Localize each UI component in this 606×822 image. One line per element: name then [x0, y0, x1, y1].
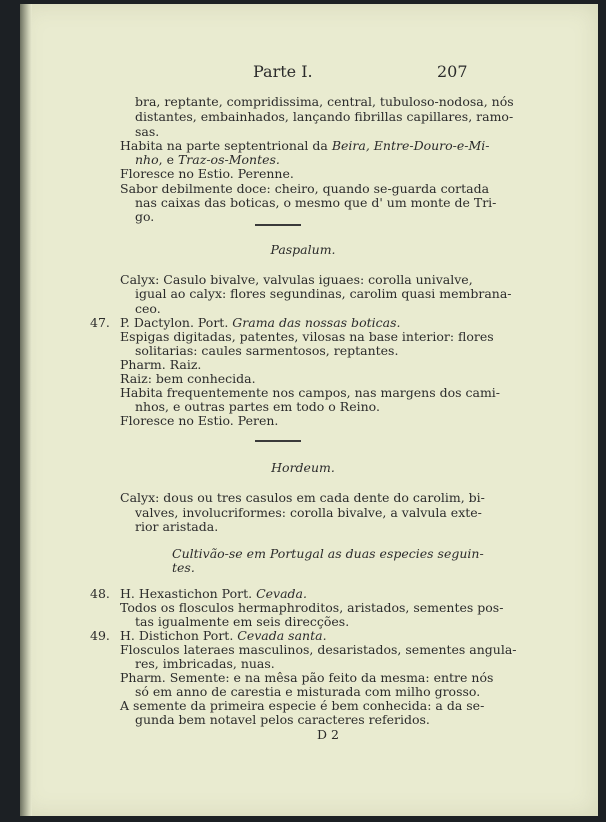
species-number-49: 49. — [90, 628, 110, 643]
text-segment: igual ao calyx: flores segundinas, carolim quasi membrana- — [135, 286, 512, 301]
subtitle-line-2: tes. — [172, 560, 195, 575]
text-segment: , e — [158, 152, 178, 167]
text-segment: gunda bem notavel pelos caracteres referidos. — [135, 712, 430, 727]
text-segment: Calyx: Casulo bivalve, valvulas iguaes: corolla univalve, — [120, 272, 473, 287]
section-divider — [255, 440, 301, 442]
text-segment: Flosculos lateraes masculinos, desaristados, sementes angula- — [120, 642, 517, 657]
text-line — [135, 399, 380, 414]
text-line — [135, 656, 275, 671]
text-line — [135, 195, 496, 210]
text-line — [120, 371, 256, 386]
species-number-47: 47. — [90, 315, 110, 330]
italic-segment: Traz-os-Montes. — [177, 152, 280, 167]
text-segment: nhos, e outras partes em todo o Reino. — [135, 399, 380, 414]
text-line — [120, 490, 485, 505]
text-segment: tas igualmente em seis direcções. — [135, 614, 350, 629]
text-line — [120, 357, 201, 372]
page-gutter — [20, 4, 32, 816]
text-line — [120, 413, 278, 428]
text-segment: Calyx: dous ou tres casulos em cada dente do carolim, bi- — [120, 490, 485, 505]
species-name-48: H. Hexastichon Port. — [120, 586, 257, 601]
text-line — [135, 519, 218, 534]
section-title-paspalum: Paspalum. — [270, 242, 336, 257]
text-segment: nas caixas das boticas, o mesmo que d' um monte de Tri- — [135, 195, 497, 210]
text-segment: A semente da primeira especie é bem conhecida: a da se- — [120, 698, 485, 713]
text-line — [135, 712, 430, 727]
text-line — [120, 642, 517, 657]
text-segment: ceo. — [135, 301, 161, 316]
text-segment: Pharm. Raiz. — [120, 357, 202, 372]
text-segment: Raiz: bem conhecida. — [120, 371, 256, 386]
text-line — [135, 343, 398, 358]
italic-segment: nho — [135, 152, 159, 167]
species-name-49: H. Distichon Port. — [120, 628, 238, 643]
section-title-hordeum: Hordeum. — [271, 460, 335, 475]
text-line — [135, 124, 159, 139]
text-line — [120, 272, 473, 287]
text-segment: rior aristada. — [135, 519, 219, 534]
italic-segment: Beira, Entre-Douro-e-Mi- — [331, 138, 490, 153]
text-segment: res, imbricadas, nuas. — [135, 656, 275, 671]
text-segment: solitarias: caules sarmentosos, reptantes. — [135, 343, 399, 358]
text-line — [135, 301, 161, 316]
species-common-48: Cevada. — [256, 586, 307, 601]
species-entry-47 — [120, 315, 400, 330]
text-line — [135, 684, 480, 699]
text-line — [135, 286, 512, 301]
text-line — [120, 138, 490, 153]
text-segment: Pharm. Semente: e na mêsa pão feito da mesma: entre nós — [120, 670, 494, 685]
species-common-47: Grama das nossas boticas. — [232, 315, 401, 330]
text-line — [135, 94, 514, 109]
text-line — [135, 505, 482, 520]
text-line — [120, 385, 500, 400]
section-divider — [255, 224, 301, 226]
page-number: 207 — [437, 62, 468, 81]
text-segment: só em anno de carestia e misturada com milho grosso. — [135, 684, 481, 699]
text-line — [120, 698, 484, 713]
text-segment: Sabor debilmente doce: cheiro, quando se-guarda cortada — [120, 181, 490, 196]
text-segment: distantes, embainhados, lançando fibrillas capillares, ramo- — [135, 109, 514, 124]
text-segment: valves, involucriformes: corolla bivalve, a valvula exte- — [135, 505, 482, 520]
text-line — [120, 166, 294, 181]
text-line — [120, 181, 489, 196]
text-segment: Todos os flosculos hermaphroditos, aristados, sementes pos- — [120, 600, 504, 615]
text-segment: bra, reptante, compridissima, central, tubuloso-nodosa, nós — [135, 94, 514, 109]
text-segment: Habita frequentemente nos campos, nas margens dos cami- — [120, 385, 501, 400]
text-segment: Floresce no Estio. Perenne. — [120, 166, 294, 181]
text-segment: go. — [135, 209, 155, 224]
text-line — [120, 600, 503, 615]
text-segment: Habita na parte septentrional da — [120, 138, 332, 153]
species-entry-48 — [120, 586, 307, 601]
text-line — [120, 329, 494, 344]
species-common-49: Cevada santa. — [237, 628, 327, 643]
species-entry-49 — [120, 628, 327, 643]
text-line — [135, 109, 513, 124]
text-segment: Espigas digitadas, patentes, vilosas na base interior: flores — [120, 329, 494, 344]
species-number-48: 48. — [90, 586, 110, 601]
subtitle-line-1: Cultivão-se em Portugal as duas especies seguin- — [172, 546, 484, 561]
text-line — [135, 614, 349, 629]
signature-mark: D 2 — [317, 727, 339, 742]
text-line — [135, 209, 154, 224]
text-segment: sas. — [135, 124, 160, 139]
text-line — [120, 670, 493, 685]
running-header: Parte I. — [253, 62, 313, 81]
text-segment: Floresce no Estio. Peren. — [120, 413, 279, 428]
text-line — [135, 152, 280, 167]
species-name-47: P. Dactylon. Port. — [120, 315, 233, 330]
